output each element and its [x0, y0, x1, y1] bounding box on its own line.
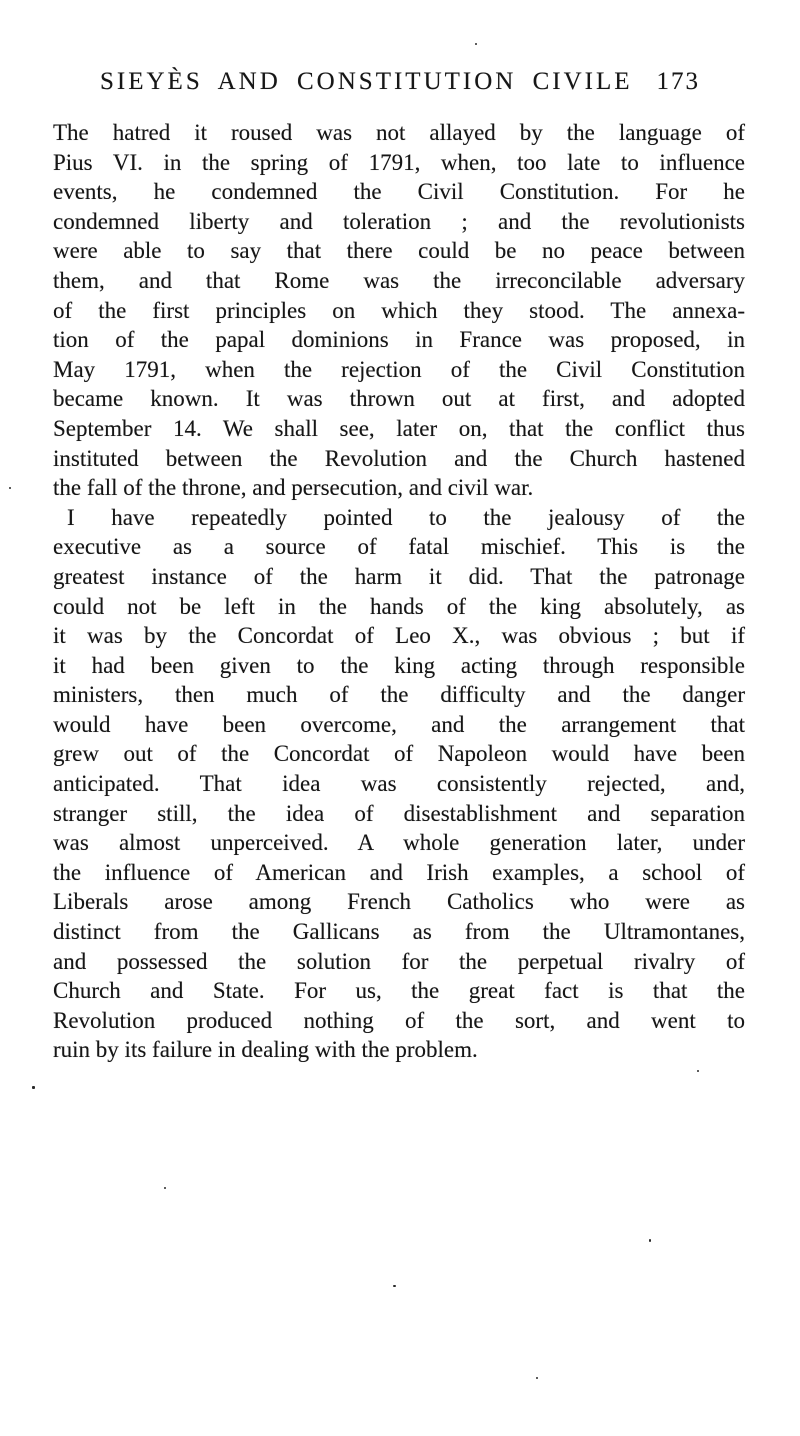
page-number: 173	[656, 68, 700, 95]
text-line: it was by the Concordat of Leo X., was obvious ; but if	[53, 623, 745, 649]
chapter-title: SIEYÈS AND CONSTITUTION CIVILE	[100, 68, 633, 95]
text-line: I have repeatedly pointed to the jealousy of the	[67, 504, 745, 530]
scan-speck	[697, 1070, 699, 1072]
text-line: anticipated. That idea was consistently rejected, and,	[53, 771, 745, 797]
scan-speck	[164, 1187, 166, 1189]
text-line: September 14. We shall see, later on, that the conflict thus	[53, 415, 745, 441]
text-line: grew out of the Concordat of Napoleon would have been	[53, 741, 745, 767]
scan-speck	[475, 43, 477, 45]
text-line: tion of the papal dominions in France was proposed, in	[53, 327, 745, 353]
paragraph	[53, 118, 745, 503]
text-line: could not be left in the hands of the king absolutely, as	[53, 593, 745, 619]
text-line: ministers, then much of the difficulty and the danger	[53, 682, 745, 708]
scan-speck	[9, 487, 11, 489]
text-line: of the first principles on which they stood. The annexa-	[53, 297, 745, 323]
scan-speck	[649, 1239, 651, 1242]
text-line: distinct from the Gallicans as from the Ultramontanes,	[53, 919, 745, 945]
text-line: were able to say that there could be no peace between	[53, 238, 745, 264]
text-line: Revolution produced nothing of the sort, and went to	[53, 1007, 745, 1033]
text-line: the fall of the throne, and persecution, and civil war.	[53, 475, 534, 501]
scan-speck	[32, 1086, 35, 1089]
text-line: greatest instance of the harm it did. That the patronage	[53, 563, 745, 589]
text-line: May 1791, when the rejection of the Civil Constitution	[53, 356, 745, 382]
text-line: Church and State. For us, the great fact is that the	[53, 978, 745, 1004]
text-line: The hatred it roused was not allayed by the language of	[53, 120, 745, 145]
text-line: it had been given to the king acting through responsible	[53, 652, 745, 678]
text-block	[53, 118, 745, 1065]
text-line: them, and that Rome was the irreconcilable adversary	[53, 267, 745, 293]
text-line: events, he condemned the Civil Constitution. For he	[53, 179, 745, 205]
text-line: instituted between the Revolution and the Church hastened	[53, 445, 745, 471]
running-header	[0, 69, 800, 95]
text-line: Pius VI. in the spring of 1791, when, too late to influence	[53, 149, 745, 175]
text-line: Liberals arose among French Catholics who were as	[53, 889, 745, 915]
text-line: ruin by its failure in dealing with the problem.	[53, 1037, 478, 1063]
scan-speck	[536, 1377, 538, 1379]
text-line: became known. It was thrown out at first, and adopted	[53, 386, 745, 412]
paragraph	[53, 503, 745, 1065]
text-line: condemned liberty and toleration ; and the revolutionists	[53, 208, 745, 234]
text-line: was almost unperceived. A whole generation later, under	[53, 830, 745, 856]
text-line: and possessed the solution for the perpetual rivalry of	[53, 948, 745, 974]
text-line: executive as a source of fatal mischief. This is the	[53, 534, 745, 560]
scan-speck	[393, 1285, 396, 1287]
text-line: would have been overcome, and the arrangement that	[53, 711, 745, 737]
text-line: the influence of American and Irish examples, a school of	[53, 859, 745, 885]
text-line: stranger still, the idea of disestablishment and separation	[53, 800, 745, 826]
